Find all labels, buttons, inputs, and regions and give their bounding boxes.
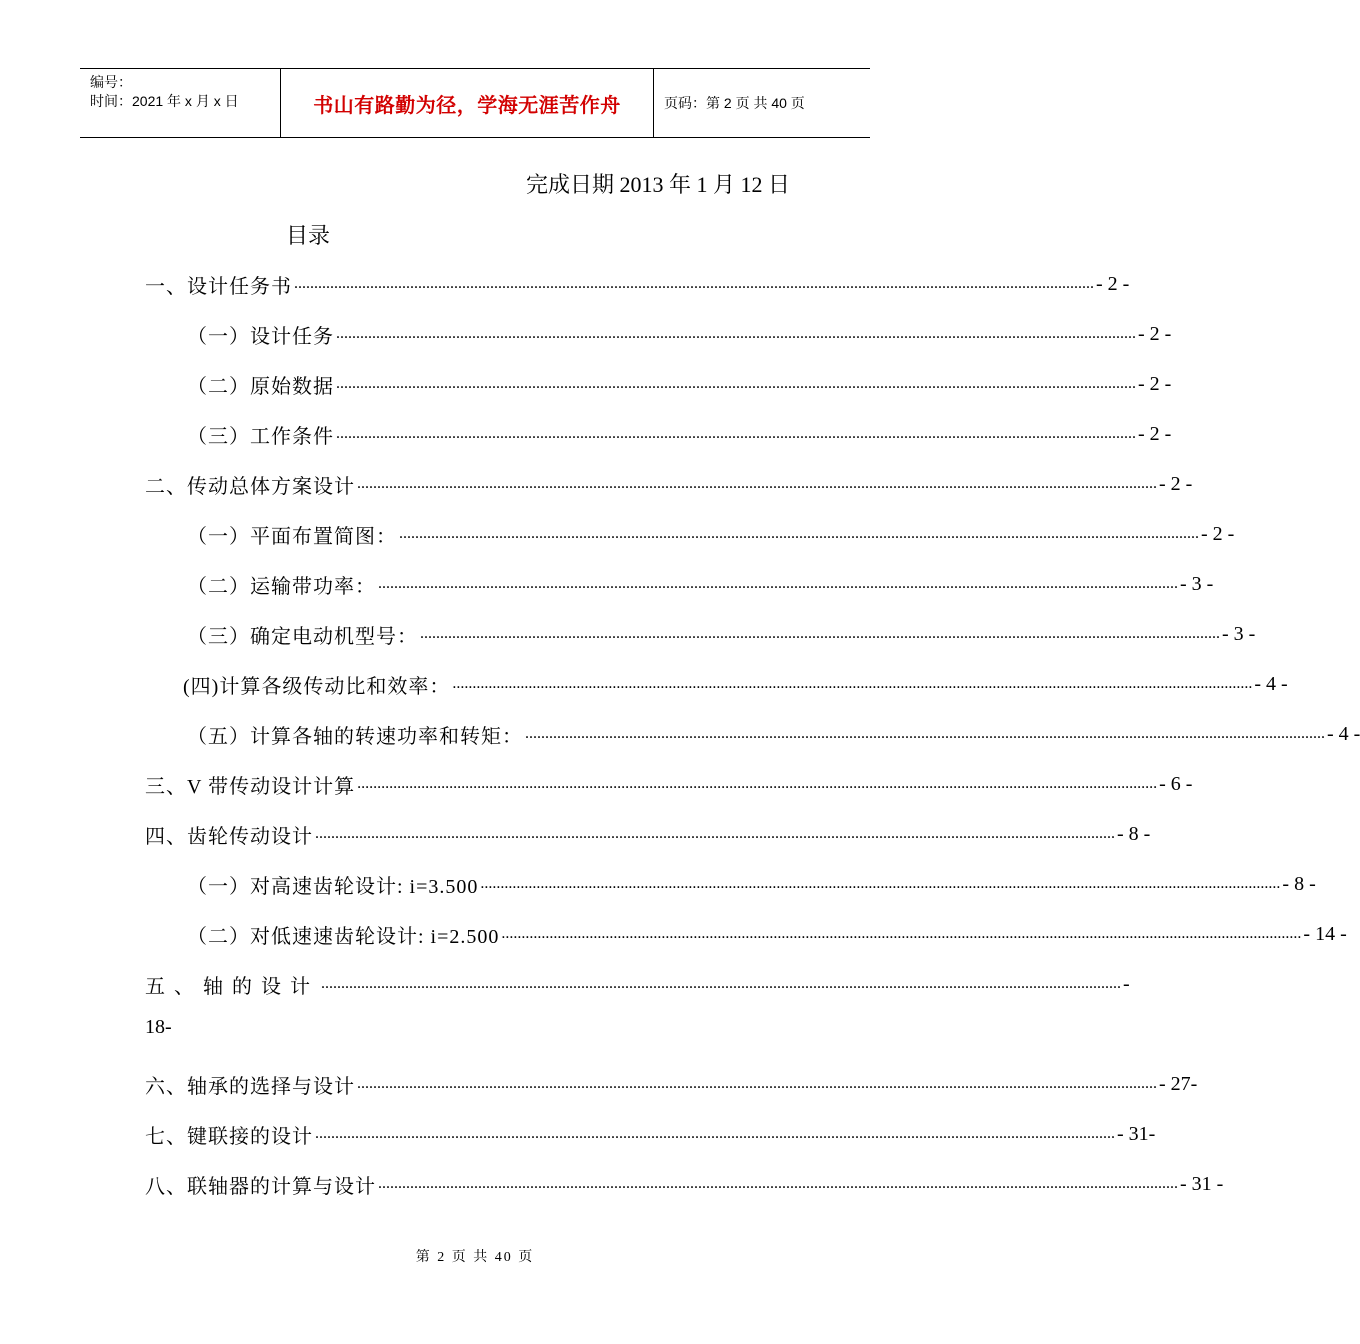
toc-entry-page: - 2 - <box>1138 372 1172 395</box>
toc-entry-title: （三）确定电动机型号： <box>187 625 418 648</box>
toc-leader-dots: ........................................................................................................................................................................................................ <box>378 1175 1178 1192</box>
toc-leader-dots: ........................................................................................................................................................................................................ <box>315 825 1115 842</box>
header-page-cell <box>654 69 870 137</box>
toc-entry-title: 一、设计任务书 <box>145 275 292 298</box>
toc-entry[interactable] <box>187 318 1172 350</box>
toc-entry-title: （一）平面布置简图： <box>187 525 397 548</box>
toc-entry[interactable] <box>187 868 1316 900</box>
toc-entry[interactable] <box>187 418 1172 450</box>
toc-entry-title: 五、轴的设计 <box>145 975 319 998</box>
toc-entry-title: 六、轴承的选择与设计 <box>145 1075 355 1098</box>
toc-title: 目录 <box>286 223 331 248</box>
toc-leader-dots: ........................................................................................................................................................................................................ <box>315 1125 1115 1142</box>
toc-entry[interactable] <box>187 918 1347 950</box>
toc-wrapped-page-number: 18- <box>145 1016 172 1038</box>
time-label: 时间：2021 年 x 月 x 日 <box>90 93 239 109</box>
toc-leader-dots: ........................................................................................................................................................................................................ <box>399 525 1199 542</box>
toc-entry-page: - 31 - <box>1180 1172 1224 1195</box>
toc-entry-title: （三）工作条件 <box>187 425 334 448</box>
toc-entry[interactable] <box>145 1068 1198 1100</box>
toc-leader-dots: ........................................................................................................................................................................................................ <box>357 775 1158 792</box>
toc-entry[interactable] <box>145 1168 1224 1200</box>
toc-entry[interactable] <box>145 268 1130 300</box>
toc-entry-page: - 2 - <box>1096 272 1130 295</box>
toc-entry-page: - 2 - <box>1159 472 1193 495</box>
toc-entry[interactable] <box>145 468 1193 500</box>
page-info: 页码：第 2 页 共 40 页 <box>664 95 805 111</box>
toc-entry-page: - 4 - <box>1254 672 1288 695</box>
motto-text: 书山有路勤为径，学海无涯苦作舟 <box>313 92 621 117</box>
toc-entry[interactable] <box>187 518 1235 550</box>
toc-entry-title: 三、V 带传动设计计算 <box>145 775 356 798</box>
toc-entry-page: - 2 - <box>1138 422 1172 445</box>
toc-entry-title: （五）计算各轴的转速功率和转矩： <box>187 725 523 748</box>
toc-entry[interactable] <box>187 568 1214 600</box>
toc-entry-page: - <box>1123 972 1130 995</box>
toc-entry-title: （一）对高速齿轮设计: i=3.500 <box>187 875 479 898</box>
toc-entry-page: - 8 - <box>1117 822 1151 845</box>
toc-entry-page: - 27- <box>1159 1072 1198 1095</box>
toc-entry-page: - 3 - <box>1222 622 1256 645</box>
toc-leader-dots: ........................................................................................................................................................................................................ <box>452 675 1253 692</box>
toc-leader-dots: ........................................................................................................................................................................................................ <box>321 975 1121 992</box>
toc-entry[interactable] <box>145 768 1193 800</box>
toc-entry[interactable] <box>183 668 1288 700</box>
toc-leader-dots: ........................................................................................................................................................................................................ <box>336 425 1136 442</box>
toc-leader-dots: ........................................................................................................................................................................................................ <box>357 475 1157 492</box>
toc-entry-title: （二）对低速速齿轮设计: i=2.500 <box>187 925 500 948</box>
toc-entry-title: （一）设计任务 <box>187 325 334 348</box>
toc-entry-title: （二）运输带功率： <box>187 575 376 598</box>
toc-entry-page: - 31- <box>1117 1122 1156 1145</box>
toc-entry-title: （二）原始数据 <box>187 375 334 398</box>
toc-entry-title: 四、齿轮传动设计 <box>145 825 313 848</box>
toc-entry-page: - 8 - <box>1282 872 1316 895</box>
toc-leader-dots: ........................................................................................................................................................................................................ <box>357 1075 1157 1092</box>
toc-leader-dots: ........................................................................................................................................................................................................ <box>336 375 1136 392</box>
toc-entry-page: - 2 - <box>1201 522 1235 545</box>
toc-entry[interactable] <box>145 968 1130 1000</box>
toc-entry[interactable] <box>187 368 1172 400</box>
toc-entry-page: - 2 - <box>1138 322 1172 345</box>
toc-leader-dots: ........................................................................................................................................................................................................ <box>378 575 1178 592</box>
toc-entry-title: 七、键联接的设计 <box>145 1125 313 1148</box>
header-motto-cell <box>281 69 654 137</box>
page-footer: 第 2 页 共 40 页 <box>415 1250 535 1265</box>
header-left-cell <box>80 69 281 137</box>
number-label: 编号： <box>90 74 132 90</box>
toc-entry-title: 八、联轴器的计算与设计 <box>145 1175 376 1198</box>
toc-leader-dots: ........................................................................................................................................................................................................ <box>525 725 1325 742</box>
completion-date: 完成日期 2013 年 1 月 12 日 <box>525 172 790 197</box>
toc-entry-page: - 14 - <box>1303 922 1347 945</box>
toc-leader-dots: ........................................................................................................................................................................................................ <box>501 925 1302 942</box>
toc-entry[interactable] <box>145 1118 1156 1150</box>
toc-entry-page: - 6 - <box>1159 772 1193 795</box>
toc-entry[interactable] <box>187 618 1256 650</box>
toc-entry-page: - 3 - <box>1180 572 1214 595</box>
page-header <box>80 68 870 138</box>
toc-entry[interactable] <box>187 718 1360 750</box>
toc-entry-title: 二、传动总体方案设计 <box>145 475 355 498</box>
toc-entry-title: (四)计算各级传动比和效率： <box>183 675 451 698</box>
toc-entry-page: - 4 - <box>1327 722 1360 745</box>
toc-leader-dots: ........................................................................................................................................................................................................ <box>420 625 1220 642</box>
toc-leader-dots: ........................................................................................................................................................................................................ <box>480 875 1281 892</box>
toc-leader-dots: ........................................................................................................................................................................................................ <box>336 325 1136 342</box>
toc-entry[interactable] <box>145 818 1151 850</box>
toc-leader-dots: ........................................................................................................................................................................................................ <box>294 275 1094 292</box>
